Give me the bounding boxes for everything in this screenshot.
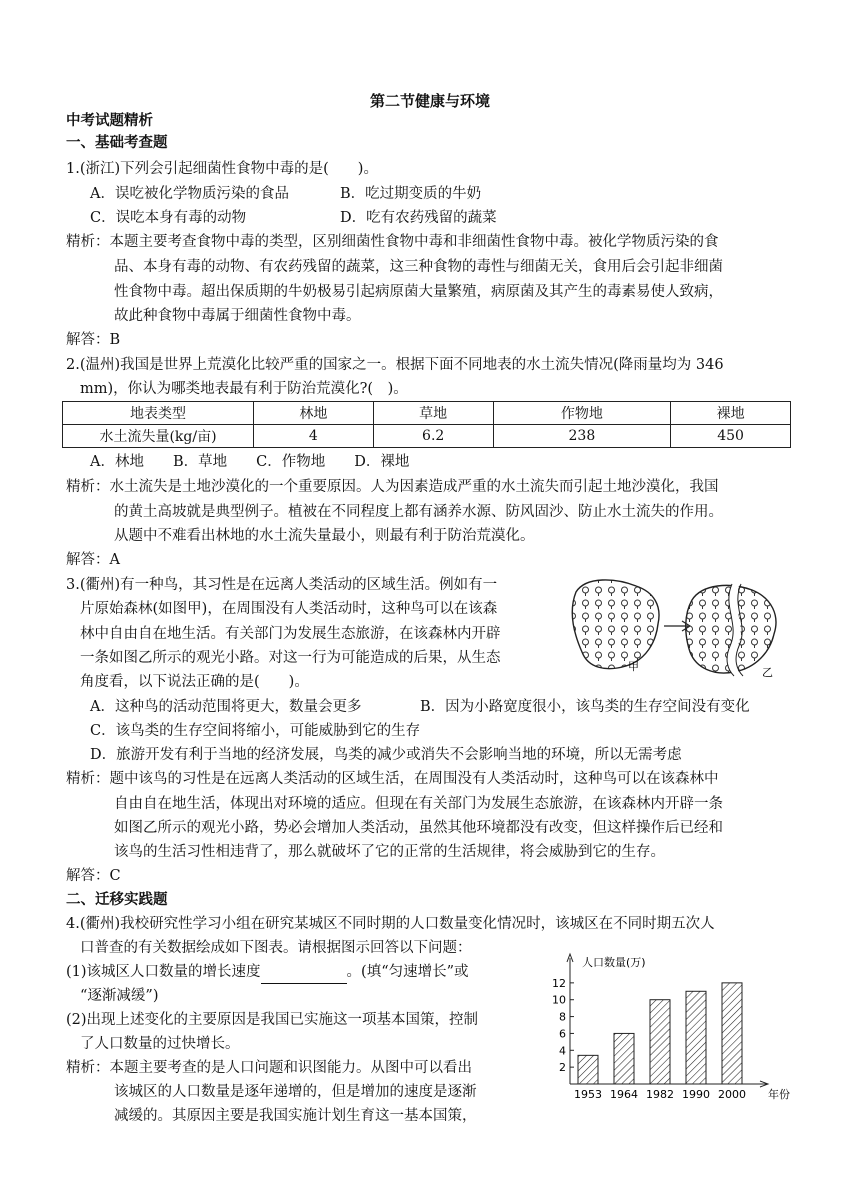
y-tick-label: 12 [552, 976, 566, 990]
q1-stem: 1.(浙江)下列会引起细菌性食物中毒的是( )。 [66, 161, 378, 177]
q2-options: A．林地 B．草地 C．作物地 D．裸地 [90, 454, 410, 470]
table-cell: 6.2 [373, 425, 493, 448]
part2-heading: 二、迁移实践题 [66, 892, 168, 908]
q2-analysis-line: 从题中不难看出林地的水土流失量最小，则最有利于防治荒漠化。 [114, 528, 535, 544]
q3-stem-line: 林中自由自在地生活。有关部门为发展生态旅游，在该森林内开辟 [80, 626, 501, 642]
q3-option-c: C．该鸟类的生存空间将缩小，可能威胁到它的生存 [90, 723, 421, 739]
q3-analysis-line: 自由自在地生活，体现出对环境的适应。但现在有关部门为发展生态旅游，在该森林内开辟一条 [114, 796, 723, 812]
q3-stem-line: 3.(衢州)有一种鸟，其习性是在远离人类活动的区域生活。例如有一 [66, 577, 498, 593]
q1-answer: 解答：B [66, 332, 121, 348]
q4-sub2-cont: 了人口数量的过快增长。 [80, 1036, 240, 1052]
q2-stem: 2.(温州)我国是世界上荒漠化比较严重的国家之一。根据下面不同地表的水土流失情况(降雨量均为 346 [66, 357, 724, 373]
x-tick-label: 1953 [574, 1088, 602, 1101]
q3-analysis-line: 精析：题中该鸟的习性是在远离人类活动的区域生活，在周围没有人类活动时，这种鸟可以在该森林中 [66, 771, 719, 787]
q3-option-d: D．旅游开发有利于当地的经济发展，鸟类的减少或消失不会影响当地的环境，所以无需考虑 [90, 747, 682, 763]
q4-sub2: (2)出现上述变化的主要原因是我国已实施这一项基本国策，控制 [66, 1012, 479, 1028]
bar-1982 [650, 1000, 670, 1084]
q3-answer: 解答：C [66, 868, 121, 884]
q4-analysis-line: 精析：本题主要考查的是人口问题和识图能力。从图中可以看出 [66, 1060, 472, 1076]
table-cell: 地表类型 [63, 402, 254, 425]
q1-analysis-line: 故此种食物中毒属于细菌性食物中毒。 [114, 308, 361, 324]
y-tick-label: 2 [559, 1061, 566, 1075]
table-cell: 水土流失量(kg/亩) [63, 425, 254, 448]
y-tick-label: 10 [552, 993, 566, 1007]
q3-analysis-line: 该鸟的生活习性相违背了，那么就破坏了它的正常的生活规律，将会威胁到它的生存。 [114, 844, 665, 860]
table-cell: 4 [254, 425, 374, 448]
population-chart [534, 952, 790, 1102]
q3-stem-line: 角度看，以下说法正确的是( )。 [80, 674, 309, 690]
y-tick-label: 6 [559, 1027, 566, 1041]
chart-x-label: 年份 [768, 1088, 790, 1101]
q4-sub1 [66, 961, 469, 984]
part1-heading: 一、基础考查题 [66, 135, 168, 151]
q4-sub1-cont: “逐渐减缓”) [80, 988, 159, 1004]
bar-1990 [686, 991, 706, 1084]
q2-analysis-line: 精析：水土流失是土地沙漠化的一个重要原因。人为因素造成严重的水土流失而引起土地沙漠化，我国 [66, 479, 719, 495]
table-cell: 作物地 [493, 402, 671, 425]
q4-sub1-hint: 。(填“匀速增长”或 [346, 964, 469, 980]
x-tick-label: 2000 [718, 1088, 746, 1101]
table-header-row [63, 402, 791, 425]
section-header: 中考试题精析 [66, 113, 153, 129]
q1-option-a: A．误吃被化学物质污染的食品 [90, 186, 289, 202]
q4-sub1-text: (1)该城区人口数量的增长速度 [66, 964, 261, 980]
y-tick-label: 4 [559, 1044, 566, 1058]
q1-analysis-line: 性食物中毒。超出保质期的牛奶极易引起病原菌大量繁殖，病原菌及其产生的毒素易使人致病， [114, 284, 723, 300]
fig-label-b: 乙 [762, 666, 773, 679]
q3-stem-line: 片原始森林(如图甲)，在周围没有人类活动时，这种鸟可以在该森 [80, 601, 498, 617]
bar-1964 [614, 1033, 634, 1084]
bar-2000 [722, 983, 742, 1084]
x-tick-label: 1964 [610, 1088, 638, 1101]
answer-blank [261, 961, 347, 984]
q4-analysis-line: 该城区的人口数量是逐年递增的，但是增加的速度是逐渐 [114, 1084, 477, 1100]
table-cell: 238 [493, 425, 671, 448]
table-cell: 裸地 [671, 402, 791, 425]
erosion-table [62, 401, 791, 448]
chart-y-label: 人口数量(万) [582, 956, 646, 969]
q1-analysis-line: 品、本身有毒的动物、有农药残留的蔬菜，这三种食物的毒性与细菌无关，食用后会引起非细菌 [114, 259, 723, 275]
table-row [63, 425, 791, 448]
forest-figure [566, 572, 790, 680]
fig-label-a: 甲 [628, 660, 639, 673]
table-cell: 林地 [254, 402, 374, 425]
q3-option-a: A．这种鸟的活动范围将更大，数量会更多 [90, 699, 362, 715]
q4-stem-cont: 口普查的有关数据绘成如下图表。请根据图示回答以下问题： [80, 940, 472, 956]
y-tick-label: 8 [559, 1010, 566, 1024]
q3-stem-line: 一条如图乙所示的观光小路。对这一行为可能造成的后果，从生态 [80, 650, 501, 666]
table-cell: 450 [671, 425, 791, 448]
q2-analysis-line: 的黄土高坡就是典型例子。植被在不同程度上都有涵养水源、防风固沙、防止水土流失的作用。 [114, 504, 723, 520]
forest-a-shape [572, 580, 659, 669]
bar-1953 [578, 1055, 598, 1084]
x-tick-label: 1990 [682, 1088, 710, 1101]
x-tick-label: 1982 [646, 1088, 674, 1101]
q4-stem: 4.(衢州)我校研究性学习小组在研究某城区不同时期的人口数量变化情况时，该城区在不同时期五次人 [66, 916, 715, 932]
q1-option-b: B．吃过期变质的牛奶 [340, 186, 482, 202]
q1-option-d: D．吃有农药残留的蔬菜 [340, 210, 497, 226]
table-cell: 草地 [373, 402, 493, 425]
q1-option-c: C．误吃本身有毒的动物 [90, 210, 247, 226]
q2-stem-cont: mm)，你认为哪类地表最有利于防治荒漠化?( )。 [80, 381, 408, 397]
page-title: 第二节健康与环境 [369, 92, 490, 110]
q1-analysis-line: 精析：本题主要考查食物中毒的类型，区别细菌性食物中毒和非细菌性食物中毒。被化学物质污染的食 [66, 234, 719, 250]
q3-option-b: B．因为小路宽度很小，该鸟类的生存空间没有变化 [420, 699, 750, 715]
q4-analysis-line: 减缓的。其原因主要是我国实施计划生育这一基本国策， [114, 1108, 477, 1124]
q3-analysis-line: 如图乙所示的观光小路，势必会增加人类活动，虽然其他环境都没有改变，但这样操作后已经和 [114, 820, 723, 836]
q2-answer: 解答：A [66, 552, 120, 568]
